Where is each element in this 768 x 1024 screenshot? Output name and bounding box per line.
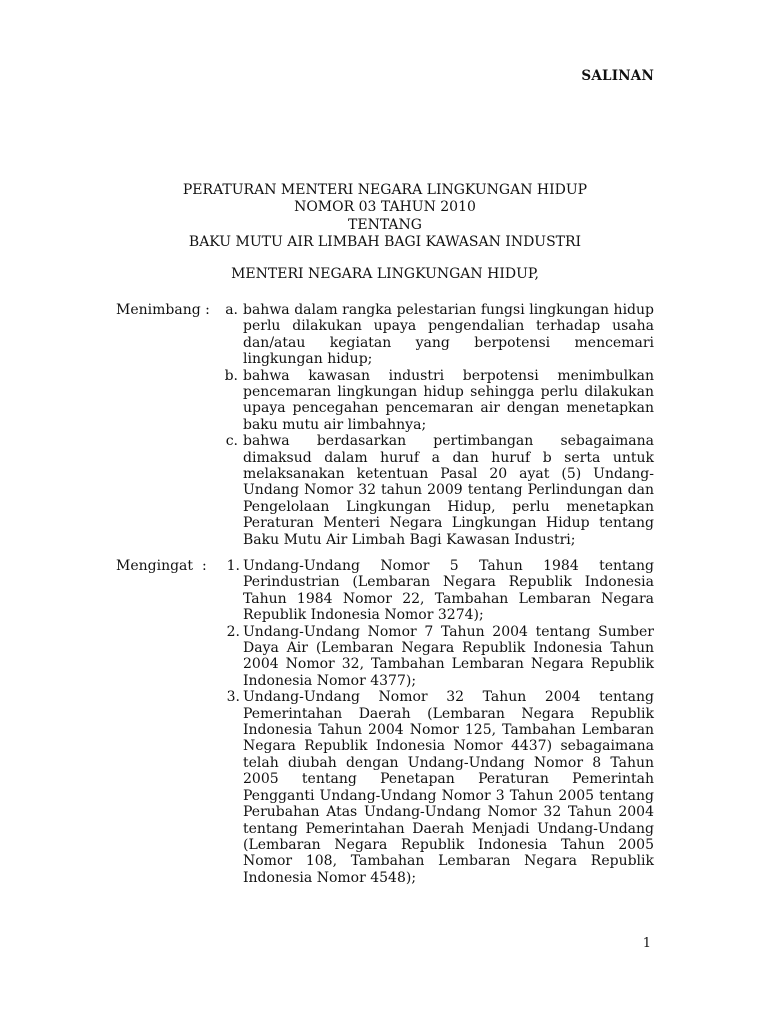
mengingat-label: Mengingat: [116, 558, 194, 574]
menimbang-section: [116, 302, 654, 548]
menimbang-item-a: [116, 302, 654, 368]
item-text: Undang-Undang Nomor 32 Tahun 2004 tentang Pemerintahan Daerah (Lembaran Negara Republik Indonesia Tahun 2004 Nomor 125, Tambahan Lembaran Negara Republik Indonesia Nomor 4437) sebagaimana telah diubah dengan Undang-Undang Nomor 8 Tahun 2005 tentang Penetapan Peraturan Pemerintah Pengganti Undang-Undang Nomor 3 Tahun 2005 tentang Perubahan Atas Undang-Undang Nomor 32 Tahun 2004 tentang Pemerintahan Daerah Menjadi Undang-Undang (Lembaran Negara Republik Indonesia Tahun 2005 Nomor 108, Tambahan Lembaran Negara Republik Indonesia Nomor 4548);: [243, 689, 654, 886]
item-marker: 1.: [226, 558, 240, 574]
title-line-2: NOMOR 03 TAHUN 2010: [294, 199, 476, 216]
item-text: bahwa dalam rangka pelestarian fungsi lingkungan hidup perlu dilakukan upaya pengendalian terhadap usaha dan/atau kegiatan yang berpotensi mencemari lingkungan hidup;: [243, 302, 654, 368]
title-line-1: PERATURAN MENTERI NEGARA LINGKUNGAN HIDUP: [182, 182, 588, 198]
item-marker: c.: [225, 433, 238, 450]
mengingat-item-1: [116, 558, 654, 624]
menimbang-item-b: [116, 368, 654, 434]
item-marker: a.: [225, 302, 238, 318]
item-text: bahwa kawasan industri berpotensi menimbulkan pencemaran lingkungan hidup sehingga perlu dilakukan upaya pencegahan pencemaran air dengan menetapkan baku mutu air limbahnya;: [243, 367, 654, 433]
menimbang-item-c: [116, 433, 654, 548]
item-text: Undang-Undang Nomor 5 Tahun 1984 tentang Perindustrian (Lembaran Negara Republik Indonesia Tahun 1984 Nomor 22, Tambahan Lembaran Negara Republik Indonesia Nomor 3274);: [243, 558, 654, 624]
regulation-title: [116, 182, 654, 251]
menteri-heading: MENTERI NEGARA LINGKUNGAN HIDUP,: [231, 266, 539, 282]
item-marker: b.: [224, 367, 238, 384]
mengingat-section: [116, 558, 654, 886]
title-line-4: BAKU MUTU AIR LIMBAH BAGI KAWASAN INDUSTRI: [188, 233, 582, 250]
item-marker: 2.: [226, 623, 240, 640]
mengingat-item-2: [116, 624, 654, 690]
salinan-label: SALINAN: [581, 68, 654, 84]
mengingat-item-3: [116, 689, 654, 886]
page-number: 1: [642, 936, 651, 951]
menimbang-label: Menimbang :: [116, 302, 210, 318]
title-line-3: TENTANG: [348, 216, 422, 233]
item-marker: 3.: [226, 689, 240, 706]
item-text: Undang-Undang Nomor 7 Tahun 2004 tentang Sumber Daya Air (Lembaran Negara Republik Indonesia Tahun 2004 Nomor 32, Tambahan Lembaran Negara Republik Indonesia Nomor 4377);: [243, 623, 654, 689]
mengingat-colon: :: [202, 558, 207, 574]
item-text: bahwa berdasarkan pertimbangan sebagaimana dimaksud dalam huruf a dan huruf b serta untuk melaksanakan ketentuan Pasal 20 ayat (5) Undang-Undang Nomor 32 tahun 2009 tentang Perlindungan dan Pengelolaan Lingkungan Hidup, perlu menetapkan Peraturan Menteri Negara Lingkungan Hidup tentang Baku Mutu Air Limbah Bagi Kawasan Industri;: [243, 433, 654, 548]
